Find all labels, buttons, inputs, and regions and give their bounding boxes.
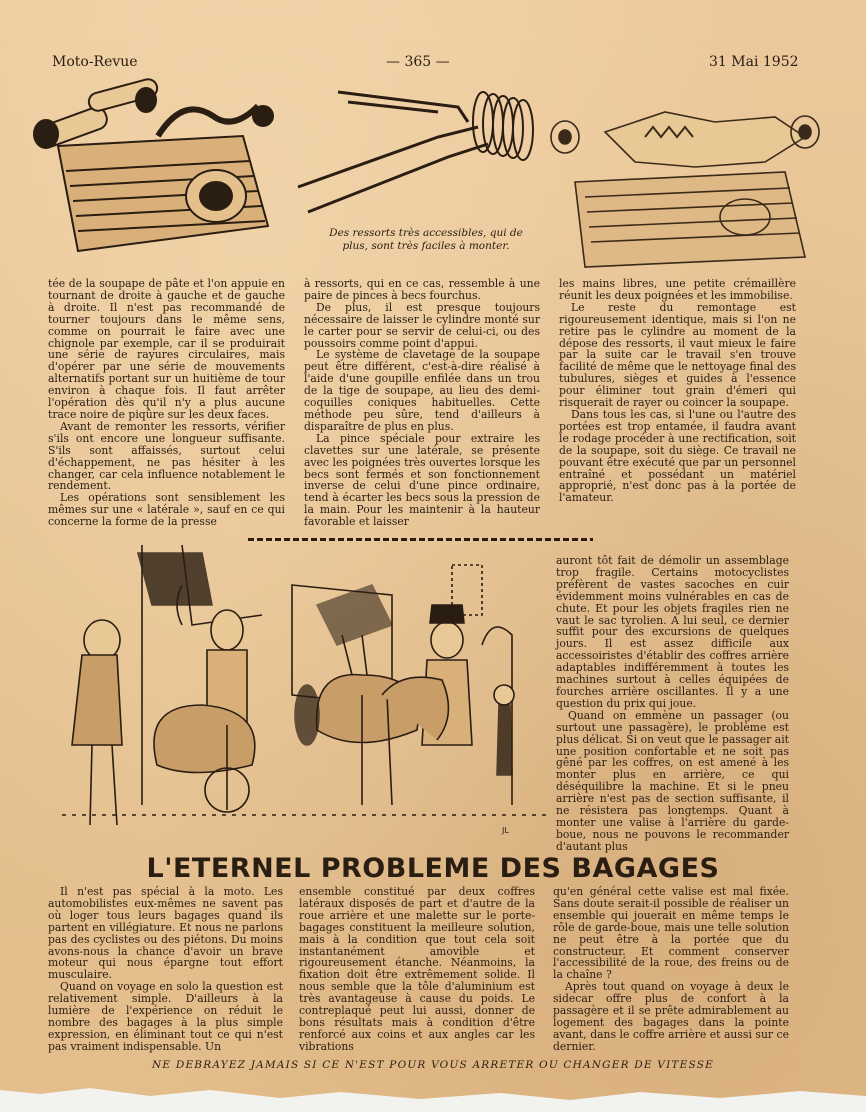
figure-caption: Des ressorts très accessibles, qui de plus, sont très faciles à monter.: [329, 227, 523, 252]
article-headline: L'ETERNEL PROBLEME DES BAGAGES: [146, 853, 720, 884]
article-column-lower-1: [48, 886, 283, 1053]
article-column-lower-3: [553, 886, 789, 1053]
paragraph: Dans tous les cas, si l'une ou l'autre des portées est trop entamée, il faudra avant le rodage procéder à une rectification, soit de la soupape, soit du siège. Ce travail ne pouvant être exécuté que par un personnel entraîné et possédant un matériel approprié, n'est donc pas à la portée de l'amateur.: [559, 407, 796, 505]
footer-slogan: NE DEBRAYEZ JAMAIS SI CE N'EST POUR VOUS ARRETER OU CHANGER DE VITESSE: [152, 1059, 714, 1071]
paragraph: Le système de clavetage de la soupape peut être différent, c'est-à-dire réalisé à l'aide d'une goupille enfilée dans un trou de la tige de soupape, au lieu des demi-coquilles coniques habituelles. Cette méthode peu sûre, tend d'ailleurs à disparaître de plus en plus.: [304, 348, 540, 433]
paragraph: Les opérations sont sensiblement les mêmes sur une « latérale », sauf en ce qui concerne la forme de la presse: [48, 491, 285, 529]
torn-page-edge: [0, 1084, 866, 1112]
paragraph: Avant de remonter les ressorts, vérifier s'ils ont encore une longueur suffisante. S'ils sont affaissés, surtout celui d'échappement, ne pas hésiter à les changer, car cela influence notablement le rendement.: [48, 419, 285, 493]
paragraph: De plus, il est presque toujours nécessaire de laisser le cylindre monté sur le carter pour se servir de celui-ci, ou des poussoirs comme point d'appui.: [304, 300, 540, 350]
paragraph: La pince spéciale pour extraire les clavettes sur une latérale, se présente avec les poignées très ouvertes lorsque les becs sont fermés et son fonctionnement inverse de celui d'une pince ordinaire, tend à écarter les becs sous la pression de la main. Pour les maintenir à la hauteur favorable et laisser: [304, 431, 540, 529]
paragraph: qu'en général cette valise est mal fixée. Sans doute serait-il possible de réaliser un ensemble qui jouerait en même temps le rôle de garde-boue, mais une telle solution ne peut être à la portée que du constructeur. Et comment conserver l'accessibilité de la roue, des freins ou de la chaîne ?: [553, 885, 789, 982]
paragraph: Après tout quand on voyage à deux le sidecar offre plus de confort à la passagère et il se prête admirablement au logement des bagages dans la pointe avant, dans le coffre arrière et aussi sur ce dernier.: [553, 980, 789, 1053]
paragraph: Quand on emmène un passager (ou surtout une passagère), le problème est plus délicat. Si on veut que le passager ait une position confortable et ne soit pas gêné par les coffres, on est amené à les monter plus en arrière, ce qui déséquilibre la machine. Et si le pneu arrière n'est pas de section suffisante, il ne résistera pas longtemps. Quant à monter une valise à l'arrière du garde-boue, nous ne pouvons le recommander d'autant plus: [556, 708, 789, 853]
paragraph: auront tôt fait de démolir un assemblage trop fragile. Certains motocyclistes préfèrent de vastes sacoches en cuir évidemment moins vulnérables en cas de chute. Et pour les objets fragiles rien ne vaut le sac tyrolien. A lui seul, ce dernier suffit pour des excursions de quelques jours. Il est assez difficile aux accessoiristes d'établir des coffres arrière adaptables indifféremment à toutes les machines surtout à celles équipées de fourches arrière oscillantes. Il y a une question du prix qui joue.: [556, 554, 789, 710]
spring-tool-illustration: [288, 82, 543, 222]
article-column-1: [48, 278, 285, 528]
paragraph: Le reste du remontage est rigoureusement identique, mais si l'on ne retire pas le cylindre au moment de la dépose des ressorts, il vaut mieux le faire par la suite car le travail s'en trouve facilité de même que le nettoyage final des tubulures, sièges et guides à l'essence pour éliminer tout grain d'émeri qui risquerait de rayer ou coincer la soupape.: [559, 300, 796, 410]
paragraph: ensemble constitué par deux coffres latéraux disposés de part et d'autre de la roue arrière et une malette sur le porte-bagages constituent la meilleure solution, mais à la condition que tout cela soit instantanément amovible et rigoureusement étanche. Néanmoins, la fixation doit être extrêmement solide. Il nous semble que la tôle d'aluminium est très avantageuse à cause du poids. Le contreplaqué peut lui aussi, donner de bons résultats mais à condition d'être renforcé aux coins et aux angles car les vibrations: [299, 885, 535, 1053]
section-divider: [248, 537, 593, 542]
paragraph: les mains libres, une petite crémaillère réunit les deux poignées et les immobilise.: [559, 277, 796, 302]
issue-date: 31 Mai 1952: [709, 54, 799, 70]
article-column-3: [559, 278, 796, 504]
engine-springs-illustration: [545, 92, 825, 272]
luggage-cartoon-illustration: [62, 545, 546, 845]
paragraph: Quand on voyage en solo la question est relativement simple. D'ailleurs à la lumière de l'expérience on réduit le nombre des bagages à la plus simple expression, en éliminant tout ce qui n'est pas vraiment indispensable. Un: [48, 980, 283, 1053]
paragraph: Il n'est pas spécial à la moto. Les automobilistes eux-mêmes ne savent pas où loger tous leurs bagages quand ils partent en villégiature. Et nous ne parlons pas des cyclistes ou des piétons. Du moins avons-nous la chance d'avoir un brave moteur qui nous épargne tout effort musculaire.: [48, 885, 283, 982]
article-column-right-mid: [556, 555, 789, 853]
page-number: — 365 —: [386, 54, 450, 70]
paragraph: tée de la soupape de pâte et l'on appuie en tournant de droite à gauche et de gauche à droite. Il n'est pas recommandé de tourner toujours dans le même sens, comme on pourrait le faire avec une chignole par exemple, car il se produirait une série de rayures circulaires, mais d'opérer par une série de mouvements alternatifs portant sur un huitième de tour environ à chaque fois. Il faut arrêter l'opération dès qu'il n'y a plus aucune trace noire de piqûre sur les deux faces.: [48, 277, 285, 421]
article-column-2: [304, 278, 540, 528]
magazine-name: Moto-Revue: [52, 54, 138, 70]
paragraph: à ressorts, qui en ce cas, ressemble à une paire de pinces à becs fourchus.: [304, 277, 540, 302]
article-column-lower-2: [299, 886, 535, 1053]
cylinder-head-illustration: [18, 76, 288, 266]
illustrator-signature: JL: [502, 826, 509, 835]
